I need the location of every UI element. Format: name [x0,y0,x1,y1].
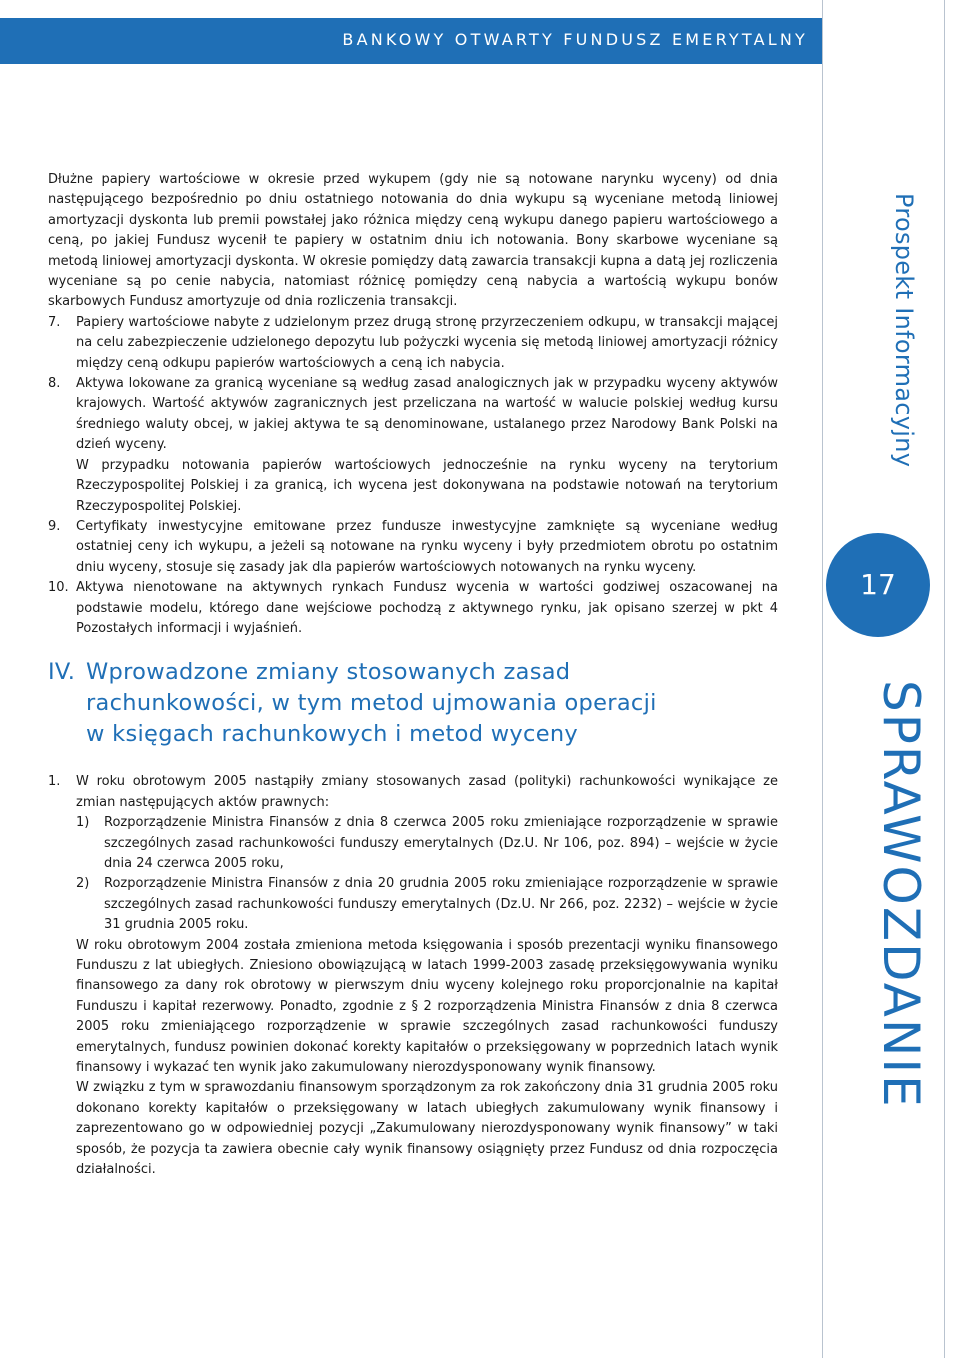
intro-paragraph: Dłużne papiery wartościowe w okresie przed wykupem (gdy nie są notowane narynku wyceny) od dnia następującego bezpośrednio po dniu ostatniego notowania do dnia wykupu są wyceniane metodą liniowej amortyzacji dyskonta lub premii powstałej jako różnica między ceną wykupu danego papieru wartościowego a ceną, po jakiej Fundusz wycenił te papiery w ostatnim dniu ich notowania. Bony skarbowe wyceniane są metodą liniowej amortyzacji dyskonta. W okresie pomiędzy datą zawarcia transakcji kupna a datą jej rozliczenia wyceniane są po cenie nabycia, natomiast różnicę pomiędzy ceną nabycia a wartością wykupu bonów skarbowych Fundusz amortyzuje od dnia rozliczenia transakcji. [48,172,779,310]
list-item-9 [48,517,778,578]
list-item-7 [48,313,778,374]
section-item-1 [48,772,778,813]
list-item-text-continued: W przypadku notowania papierów wartościowych jednocześnie na rynku wyceny na terytorium Rzeczypospolitej Polskiej i za granicą, ich wycena jest dokonywana na podstawie notowań na terytorium Rzeczypospolitej Polskiej. [76,457,778,514]
section-heading-line: w księgach rachunkowych i metod wyceny [86,721,579,748]
list-number: 8. [48,376,61,392]
sub-item-1 [48,813,778,874]
section-heading-line: Wprowadzone zmiany stosowanych zasad [86,659,571,686]
sidebar-prospekt-label: Prospekt Informacyjny [890,192,918,468]
section-heading [48,657,778,750]
list-number: 9. [48,518,61,534]
header-title: BANKOWY OTWARTY FUNDUSZ EMERYTALNY [342,30,808,49]
list-item-text: Papiery wartościowe nabyte z udzielonym przez drugą stronę przyrzeczeniem odkupu, w transakcji mającej na celu zabezpieczenie udzielonego depozytu lub pożyczki wycenia się metodą liniowej amortyzacji różnicy między ceną odkupu papierów wartościowych a ceną ich nabycia. [76,314,778,371]
paragraph-change-2004: W roku obrotowym 2004 została zmieniona metoda księgowania i sposób prezentacji wyniku finansowego Funduszu z lat ubiegłych. Zniesiono obowiązującą w latach 1999-2003 zasadę przeksięgowywania wyniku finansowego za dany rok obrotowy w pierwszym dniu wyceny kolejnego roku proporcjonalnie na kapitał Funduszu i kapitał rezerwowy. Ponadto, zgodnie z § 2 rozporządzenia Ministra Finansów z dnia 8 czerwca 2005 roku zmieniającego rozporządzenie w sprawie szczególnych zasad rachunkowości funduszy emerytalnych, fundusz powinien dokonać korekty kapitałów o przeksięgowany w poprzednich latach wynik finansowy i wykazać ten wynik jako zakumulowany nierozdysponowany wynik finansowy. [76,937,778,1076]
list-number: 10. [48,580,69,596]
list-item-text: W roku obrotowym 2005 nastąpiły zmiany stosowanych zasad (polityki) rachunkowości wynikające ze zmian następujących aktów prawnych: [76,774,778,810]
list-item-text: Certyfikaty inwestycyjne emitowane przez fundusze inwestycyjne zamknięte są wyceniane według ostatniej ceny ich wykupu, a jeżeli są notowane na rynku wyceny i były przedmiotem obrotu po ostatnim dniu wyceny, stosuje się zasady jak dla papierów wartościowych notowanych na rynku wyceny. [76,518,778,575]
sub-item-number: 2) [76,876,90,892]
sub-item-number: 1) [76,815,90,831]
list-item-8 [48,374,778,517]
main-content [48,170,778,1180]
section-heading-line: rachunkowości, w tym metod ujmowania operacji [86,690,657,717]
list-number: 1. [48,774,61,790]
header-band [0,18,822,64]
page-number: 17 [860,568,896,601]
sub-item-text: Rozporządzenie Ministra Finansów z dnia 20 grudnia 2005 roku zmieniające rozporządzenie w sprawie szczególnych zasad rachunkowości funduszy emerytalnych (Dz.U. Nr 266, poz. 2232) – wejście w życie 31 grudnia 2005 roku. [104,876,778,933]
paragraph-correction-2005: W związku z tym w sprawozdaniu finansowym sporządzonym za rok zakończony dnia 31 grudnia 2005 roku dokonano korekty kapitałów o przeksięgowany w latach ubiegłych zakumulowany wynik finansowy i zaprezentowano go w odpowiedniej pozycji „Zakumulowany nierozdysponowany wynik finansowy” w taki sposób, że pozycja ta zawiera obecnie cały wynik finansowy osiągnięty przez Fundusz od dnia rozpoczęcia działalności. [76,1080,778,1178]
list-number: 7. [48,314,61,330]
sub-item-text: Rozporządzenie Ministra Finansów z dnia 8 czerwca 2005 roku zmieniające rozporządzenie w sprawie szczególnych zasad rachunkowości funduszy emerytalnych (Dz.U. Nr 106, poz. 894) – wejście w życie dnia 24 czerwca 2005 roku, [104,815,778,871]
sidebar-rule-left [822,0,823,1358]
section-heading-number: IV. [48,659,76,686]
sidebar-rule-right [944,0,945,1358]
sub-item-2 [48,874,778,935]
sidebar-sprawozdanie-label: SPRAWOZDANIE [872,680,930,1109]
list-item-10 [48,578,778,639]
list-item-text: Aktywa nienotowane na aktywnych rynkach Fundusz wycenia w wartości godziwej oszacowanej na podstawie modelu, którego dane wejściowe pochodzą z aktywnego rynku, jak opisano szerzej w pkt 4 Pozostałych informacji i wyjaśnień. [76,580,778,636]
list-item-text: Aktywa lokowane za granicą wyceniane są według zasad analogicznych jak w przypadku wyceny aktywów krajowych. Wartość aktywów zagranicznych jest przeliczana na wartość w walucie polskiej według kursu średniego waluty obcej, w jakiej aktywa te są denominowane, ustalanego przez Narodowy Bank Polski na dzień wyceny. [76,376,778,453]
